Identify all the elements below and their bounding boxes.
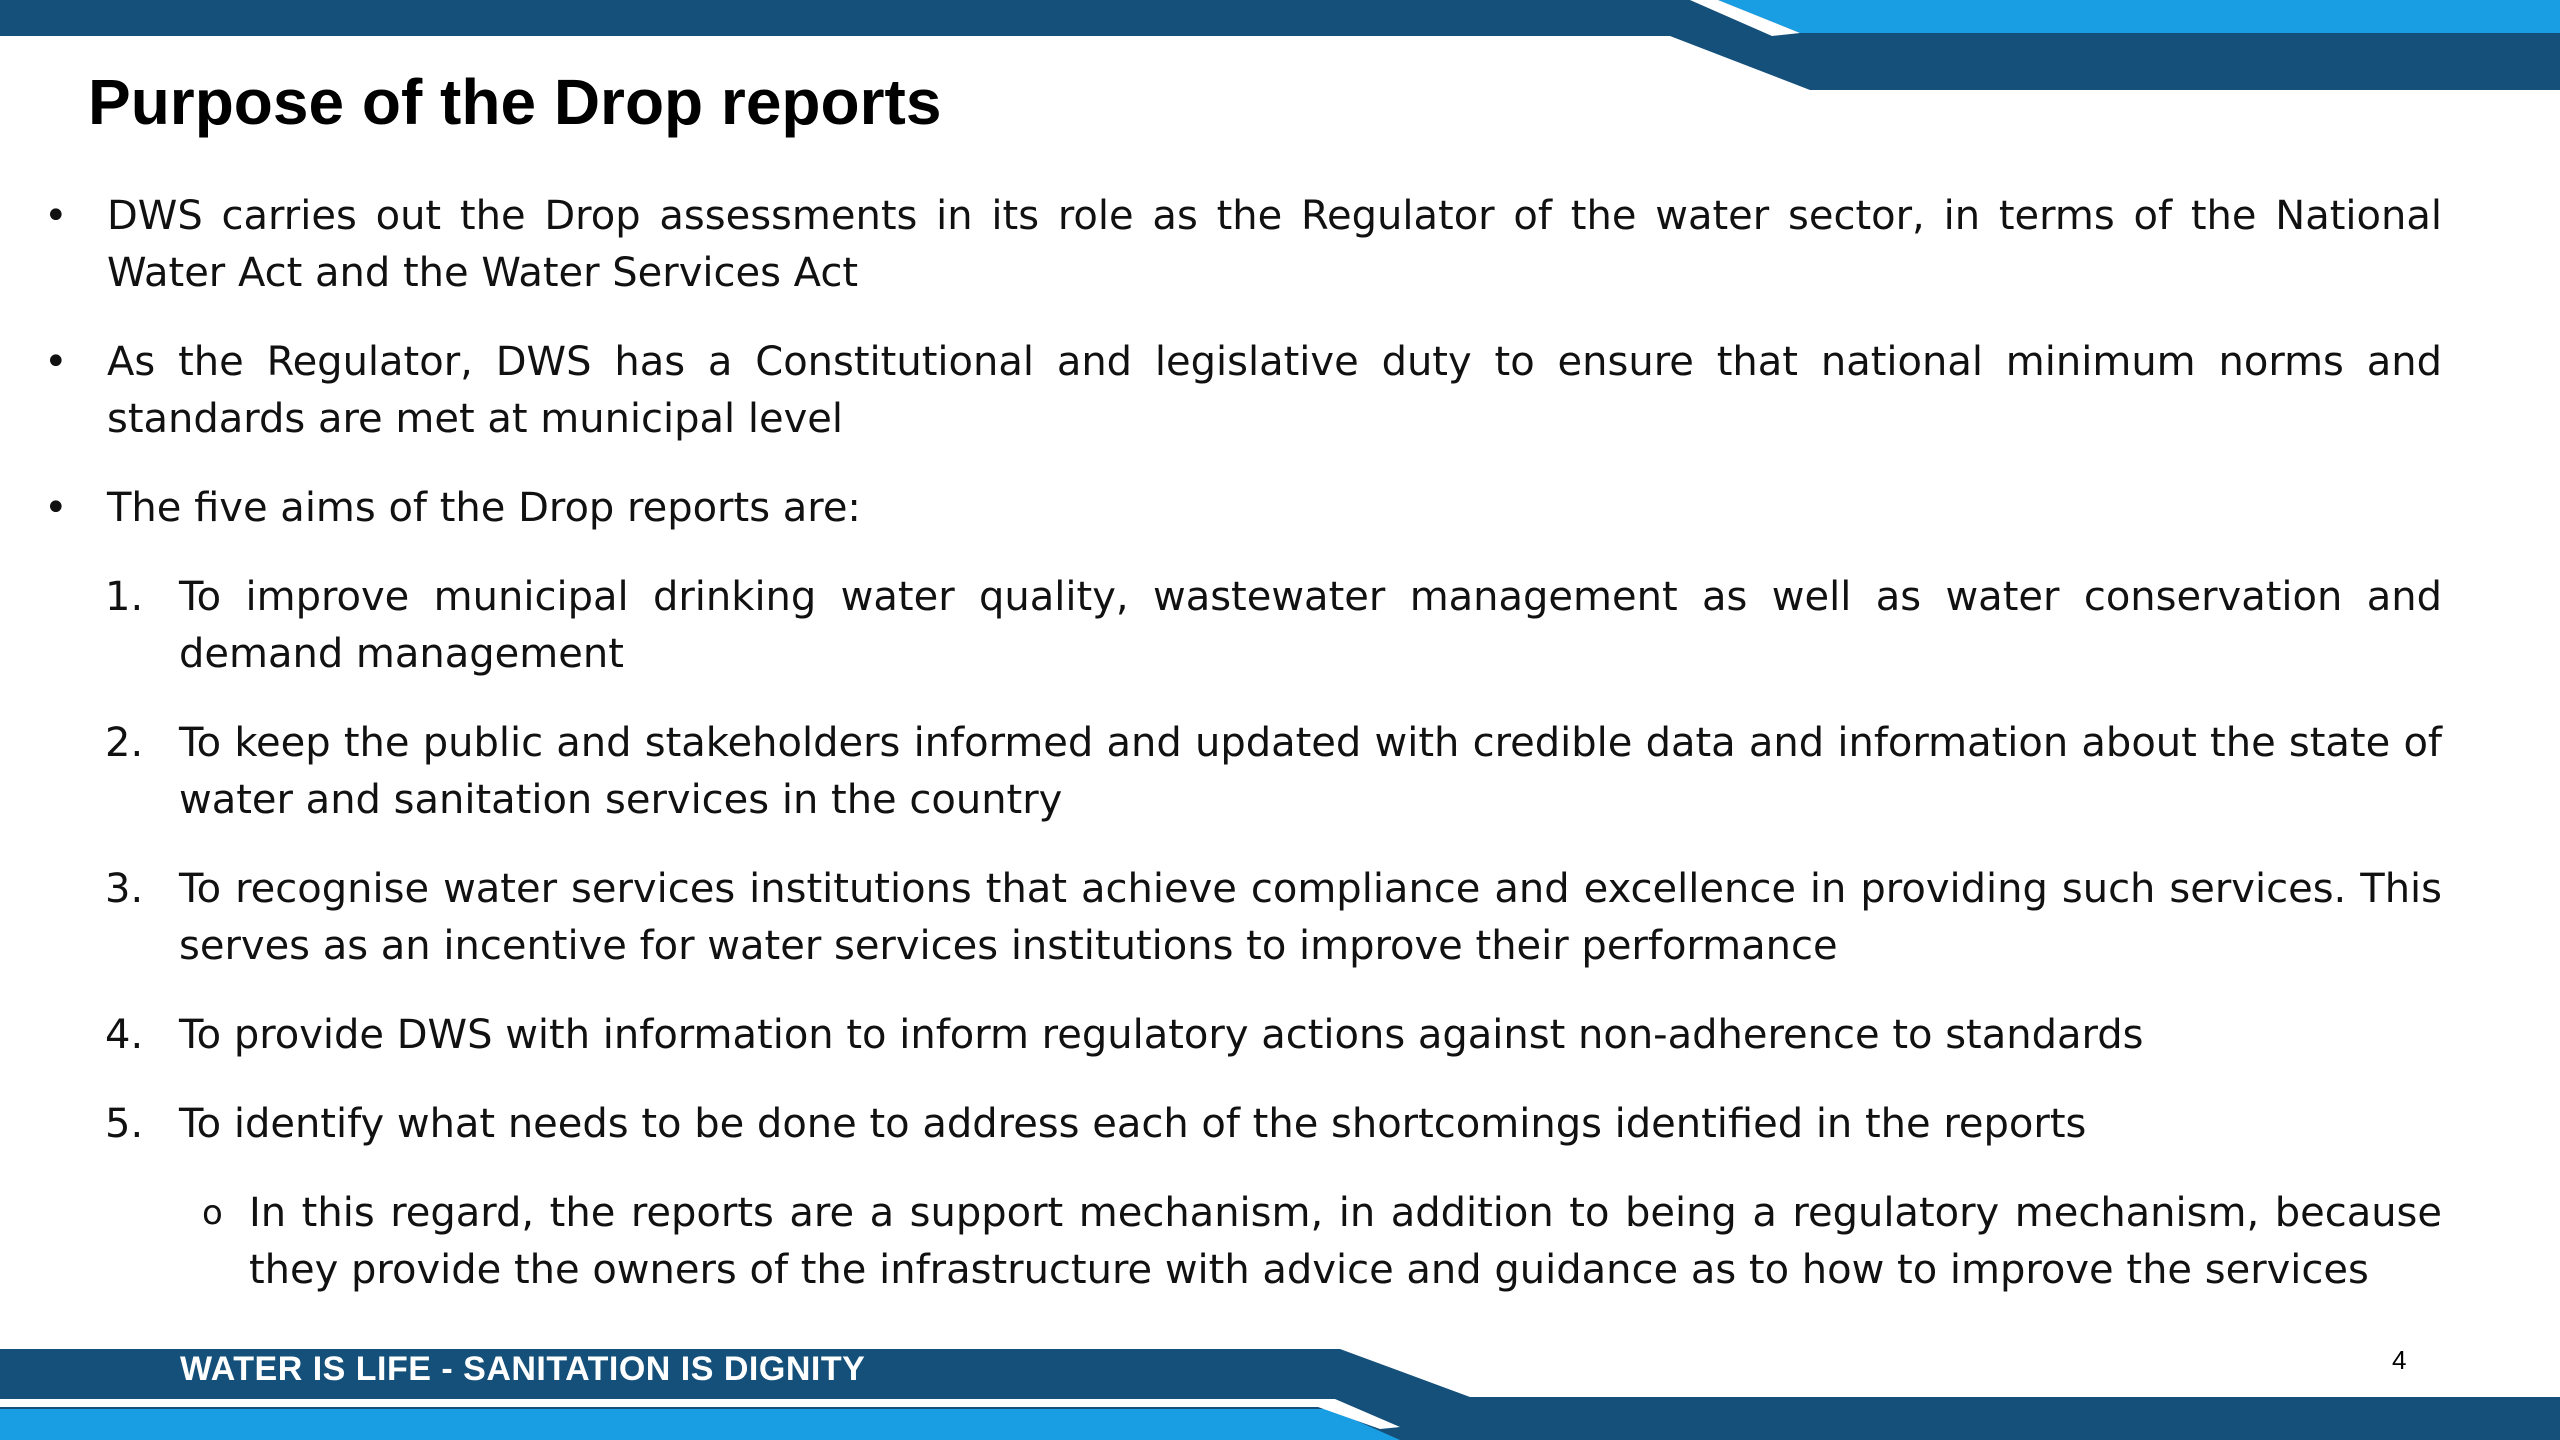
bullet-text: DWS carries out the Drop assessments in its role as the Regulator of the water sector, in terms of the National Water Act and the Water Services Act — [107, 193, 2442, 296]
aim-text: To improve municipal drinking water quality, wastewater management as well as water conservation and demand management — [179, 574, 2442, 677]
aim-number: 1. — [105, 574, 144, 620]
aim-number: 2. — [105, 720, 144, 766]
slide-content — [44, 188, 2442, 1299]
aim-text: To identify what needs to be done to address each of the shortcomings identified in the reports — [179, 1101, 2087, 1147]
sub-point-marker: o — [202, 1193, 223, 1233]
bullet-text: As the Regulator, DWS has a Constitutional and legislative duty to ensure that national minimum norms and standards are met at municipal level — [107, 339, 2442, 442]
aim-text: To recognise water services institutions that achieve compliance and excellence in providing such services. This serves as an incentive for water services institutions to improve their performance — [179, 866, 2442, 969]
bullet-marker: • — [44, 339, 68, 385]
page-number: 4 — [2392, 1345, 2407, 1375]
sub-point-item — [44, 1185, 2442, 1299]
bullet-item — [44, 188, 2442, 302]
footer-slogan: WATER IS LIFE - SANITATION IS DIGNITY — [180, 1350, 866, 1388]
aim-number: 4. — [105, 1012, 144, 1058]
bullet-item — [44, 334, 2442, 448]
bullet-item — [44, 480, 2442, 537]
aim-item — [44, 1007, 2442, 1064]
slide-title: Purpose of the Drop reports — [88, 66, 942, 138]
aim-text: To provide DWS with information to inform regulatory actions against non-adherence to standards — [179, 1012, 2144, 1058]
top-banner-light-band — [1718, 0, 2560, 33]
aim-item — [44, 1096, 2442, 1153]
bullet-marker: • — [44, 193, 68, 239]
sub-point-text: In this regard, the reports are a support mechanism, in addition to being a regulatory mechanism, because they provide the owners of the infrastructure with advice and guidance as to how to improve the services — [249, 1190, 2442, 1293]
aim-item — [44, 569, 2442, 683]
aim-number: 3. — [105, 866, 144, 912]
bullet-text: The five aims of the Drop reports are: — [107, 485, 861, 531]
aim-item — [44, 715, 2442, 829]
bottom-banner-light-band — [0, 1409, 1400, 1440]
aim-text: To keep the public and stakeholders informed and updated with credible data and information about the state of water and sanitation services in the country — [179, 720, 2442, 823]
aim-item — [44, 861, 2442, 975]
aim-number: 5. — [105, 1101, 144, 1147]
bullet-marker: • — [44, 485, 68, 531]
